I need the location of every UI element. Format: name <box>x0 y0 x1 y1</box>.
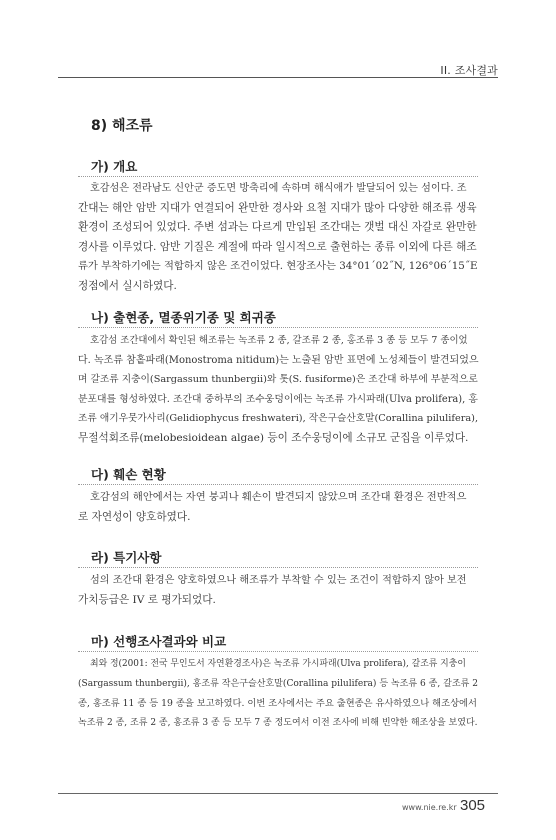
text-line: 환경이 조성되어 있었다. 주변 섬과는 다르게 만입된 조간대는 갯벌 대신 자갈로 완만한 <box>78 221 477 234</box>
subsection-divider <box>78 176 478 177</box>
text-line: 경사를 이루었다. 암반 기질은 계절에 따라 일시적으로 출현하는 종류 이외에 다른 해조 <box>78 240 477 253</box>
text-line: 최와 정(2001: 전국 무인도서 자연환경조사)은 녹조류 가시파래(Ulva prolifera), 갈조류 지충이 <box>90 659 466 669</box>
subsection-title-species: 나) 출현종, 멸종위기종 및 희귀종 <box>91 310 276 325</box>
text-line: 며 갈조류 지충이(Sargassum thunbergii)와 톳(S. fusiforme)은 조간대 하부에 부분적으로 <box>78 374 478 386</box>
subsection-title-notes: 라) 특기사항 <box>91 550 162 565</box>
subsection-divider <box>78 484 478 485</box>
text-line: 녹조류 2 종, 조류 2 종, 홍조류 3 종 등 모두 7 종 정도여서 이전 조사에 비해 빈약한 해조상을 보였다. <box>78 717 478 728</box>
text-line: 로 자연성이 양호하였다. <box>78 510 191 523</box>
text-line: 다. 녹조류 참홑파래(Monostroma nitidum)는 노출된 암반 표면에 노성체들이 발견되었으 <box>78 354 479 366</box>
section-title: 8) 해조류 <box>91 118 153 134</box>
page-number: 305 <box>460 797 486 814</box>
subsection-title-comparison: 마) 선행조사결과와 비교 <box>91 634 227 649</box>
text-line: 종, 홍조류 11 종 등 19 종을 보고하였다. 이번 조사에서는 주요 출현종은 유사하였으나 해조상에서 <box>78 698 477 710</box>
text-line: 가치등급은 IV 로 평가되었다. <box>78 593 216 606</box>
text-line: 간대는 해안 암반 지대가 연결되어 완만한 경사와 요철 지대가 많아 다양한 해조류 생육 <box>78 201 477 214</box>
subsection-divider <box>78 651 478 652</box>
footer-divider <box>58 793 498 794</box>
text-line: (Sargassum thunbergii), 홍조류 작은구슬산호말(Corallina pilulifera) 등 녹조류 6 종, 갈조류 2 <box>78 678 478 689</box>
paragraph-species <box>78 331 478 449</box>
chapter-label: II. 조사결과 <box>440 64 498 77</box>
text-line: 호감섬은 전라남도 신안군 증도면 방축리에 속하며 해식애가 발달되어 있는 섬이다. 조 <box>90 183 467 194</box>
text-line: 무절석회조류(melobesioidean algae) 등이 조수웅덩이에 소규모 군집을 이루었다. <box>78 431 469 444</box>
text-line: 호감섬 조간대에서 확인된 해조류는 녹조류 2 종, 갈조류 2 종, 홍조류 3 종 등 모두 7 종이었 <box>90 335 468 346</box>
footer-url: www.nie.re.kr <box>402 803 457 812</box>
paragraph-damage <box>78 488 478 527</box>
paragraph-comparison <box>78 655 478 733</box>
text-line: 조류 애기우뭇가사리(Gelidiophycus freshwateri), 작은구슬산호말(Corallina pilulifera), <box>78 413 479 425</box>
subsection-title-overview: 가) 개요 <box>91 159 138 174</box>
text-line: 분포대를 형성하였다. 조간대 중하부의 조수웅덩이에는 녹조류 가시파래(Ulva prolifera), 홍 <box>78 393 478 405</box>
text-line: 섬의 조간대 환경은 양호하였으나 해조류가 부착할 수 있는 조건이 적합하지 않아 보전 <box>90 575 467 586</box>
header-divider <box>58 77 498 78</box>
subsection-divider <box>78 327 478 328</box>
paragraph-overview <box>78 179 478 297</box>
subsection-divider <box>78 567 478 568</box>
subsection-title-damage: 다) 훼손 현황 <box>91 467 166 482</box>
text-line: 호감섬의 해안에서는 자연 붕괴나 훼손이 발견되지 않았으며 조간대 환경은 전반적으 <box>90 491 467 503</box>
text-line: 정점에서 실시하였다. <box>78 279 177 292</box>
paragraph-notes <box>78 571 478 610</box>
text-line: 류가 부착하기에는 적합하지 않은 조건이었다. 현장조사는 34°01´02˝N, 126°06´15˝E <box>78 260 478 273</box>
